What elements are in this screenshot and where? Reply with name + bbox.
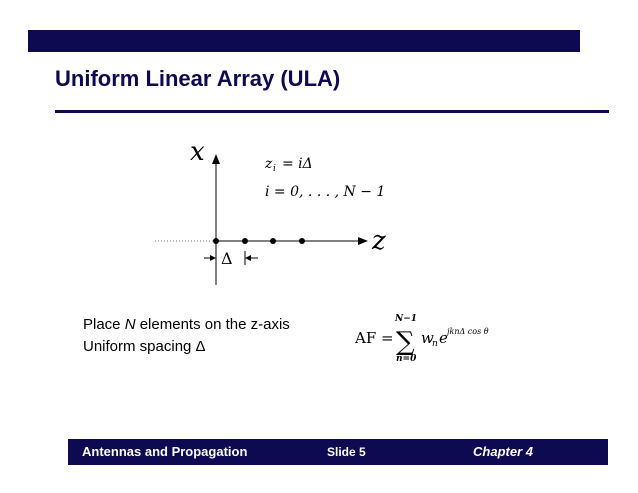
spacing-left-arrowhead [210,255,216,261]
array-element-dot [299,238,305,244]
position-eq-lhs: z [265,156,273,172]
x-axis-label: x [190,137,205,167]
footer-bar [68,439,608,465]
formula-exponent: jknΔ cos θ [447,327,489,336]
index-range: i = 0, . . . , N − 1 [265,184,386,200]
formula-term-sub: n [432,339,438,349]
z-axis-arrowhead [358,237,368,245]
bullet-variable-n: N [124,316,136,333]
bullet-text: Place [83,316,125,333]
footer-chapter: Chapter 4 [473,444,533,459]
formula-term: w [421,329,434,347]
footer-course-title: Antennas and Propagation [82,444,248,459]
z-axis-label: z [372,226,386,256]
formula-sum-upper: N−1 [395,314,418,324]
bullet-place-elements [83,314,290,336]
formula-sum-lower: n=0 [396,354,417,364]
bullet-uniform-spacing: Uniform spacing Δ [83,338,206,355]
array-element-dot [242,238,248,244]
array-element-dot [270,238,276,244]
position-eq-sub: i [273,164,276,174]
formula-base: e [439,329,448,347]
bullet-text: elements on the z-axis [135,316,290,333]
formula-sum-symbol: ∑ [396,327,415,357]
spacing-right-arrowhead [245,255,251,261]
position-eq-rhs: = iΔ [282,156,313,172]
formula-lhs: AF = [355,329,394,347]
slide-number: Slide 5 [327,445,366,459]
bullet-list [83,314,290,358]
spacing-label: Δ [221,249,233,268]
x-axis-arrowhead [212,154,220,164]
slide-title: Uniform Linear Array (ULA) [55,66,341,91]
array-element-dot [213,238,219,244]
